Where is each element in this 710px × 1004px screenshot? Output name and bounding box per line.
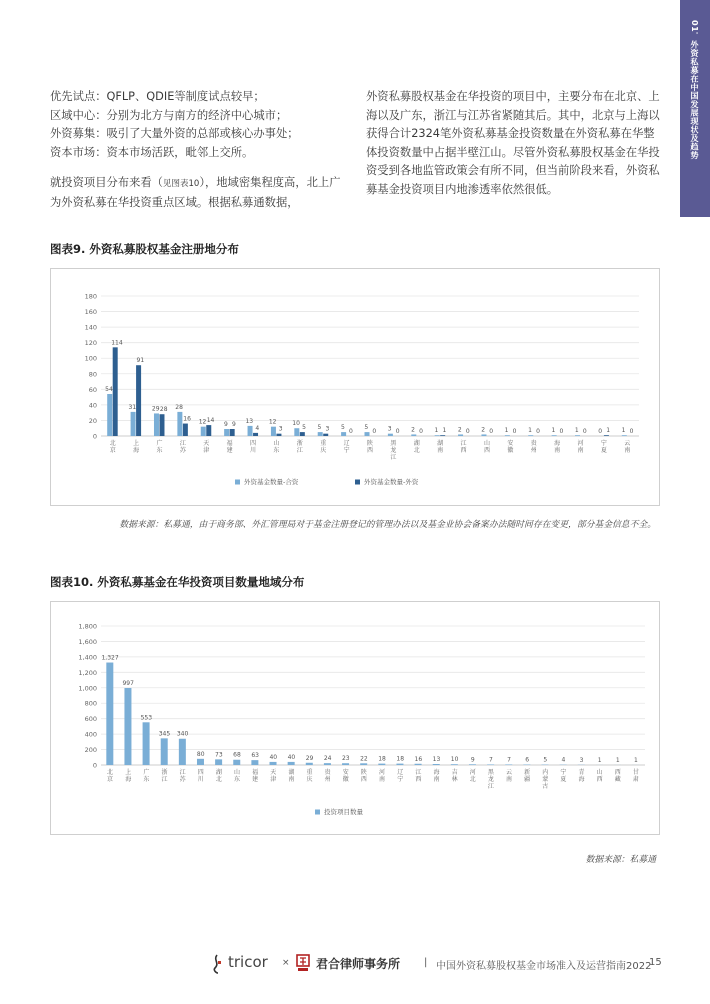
data-label: 3 <box>579 756 584 764</box>
data-label: 40 <box>287 753 296 761</box>
x-tick-label: 新疆 <box>524 769 531 783</box>
footer-separator: | <box>424 957 428 968</box>
data-label: 18 <box>378 755 386 763</box>
bar <box>276 434 281 436</box>
bar <box>487 764 494 765</box>
bullet-line: 外资募集：吸引了大量外资的总部或核心办事处； <box>50 127 299 140</box>
y-tick-label: 1,400 <box>78 653 97 662</box>
bar <box>143 722 150 765</box>
y-tick-label: 120 <box>84 339 97 348</box>
data-label: 0 <box>489 428 494 435</box>
x-tick-label: 北京 <box>107 769 114 783</box>
x-tick-label: 广东 <box>143 769 150 783</box>
bar <box>248 426 253 436</box>
bar <box>154 413 159 436</box>
x-tick-label: 江西 <box>460 440 467 454</box>
data-label: 345 <box>158 730 171 738</box>
data-label: 63 <box>251 752 259 760</box>
data-label: 0 <box>598 428 603 435</box>
bullet-line: 区域中心：分别为北方与南方的经济中心城市； <box>50 108 288 122</box>
x-tick-label: 西藏 <box>614 769 621 783</box>
data-label: 1 <box>434 427 439 435</box>
data-label: 0 <box>372 428 377 435</box>
data-label: 1 <box>551 427 556 435</box>
data-label: 16 <box>414 755 423 763</box>
bar <box>451 764 458 765</box>
bar <box>481 434 486 436</box>
right-column <box>366 88 662 199</box>
bar <box>505 764 512 765</box>
x-tick-label: 江苏 <box>179 769 186 783</box>
tricor-seal-icon <box>210 954 224 974</box>
y-tick-label: 40 <box>88 401 97 410</box>
chart-svg <box>51 269 659 505</box>
x-tick-label: 陕西 <box>366 440 374 454</box>
section-tab <box>680 0 710 217</box>
data-label: 73 <box>215 751 223 759</box>
bar <box>435 435 440 436</box>
data-label: 9 <box>231 421 236 428</box>
x-tick-label: 甘肃 <box>632 769 639 783</box>
bar <box>324 763 331 765</box>
data-label: 2 <box>457 426 462 434</box>
bar <box>288 762 295 765</box>
tricor-wordmark: tricor <box>228 953 268 971</box>
data-label: 0 <box>512 428 517 435</box>
data-label: 5 <box>340 424 345 432</box>
x-tick-label: 贵州 <box>324 769 331 783</box>
data-label: 3 <box>387 425 392 433</box>
bar <box>342 763 349 765</box>
data-label: 9 <box>223 421 228 428</box>
bar <box>622 435 627 436</box>
bar <box>300 432 305 436</box>
x-tick-label: 辽宁 <box>343 440 350 454</box>
figure9-title: 图表9. 外资私募股权基金注册地分布 <box>50 242 239 256</box>
data-label: 4 <box>255 424 260 432</box>
figure10-source-note: 数据来源：私募通 <box>585 855 656 865</box>
x-tick-label: 海南 <box>433 769 440 783</box>
bar <box>365 432 370 436</box>
data-label: 91 <box>136 357 145 365</box>
x-tick-label: 安徽 <box>342 769 349 783</box>
bar <box>604 435 609 436</box>
bar <box>270 762 277 765</box>
data-label: 5 <box>317 424 322 432</box>
data-label: 0 <box>582 428 587 435</box>
y-tick-label: 140 <box>84 323 97 332</box>
x-tick-label: 宁夏 <box>600 440 607 454</box>
bar <box>251 760 258 765</box>
data-label: 23 <box>341 755 350 763</box>
data-label: 7 <box>488 756 493 764</box>
y-tick-label: 160 <box>84 308 97 317</box>
y-tick-label: 0 <box>92 761 97 770</box>
bullet-line: 优先试点：QFLP、QDIE等制度试点较早； <box>50 90 265 103</box>
data-label: 2 <box>411 426 415 434</box>
x-tick-label: 陕西 <box>360 769 367 783</box>
y-tick-label: 20 <box>88 416 97 425</box>
data-label: 340 <box>176 730 189 738</box>
bar <box>575 435 580 436</box>
x-tick-label: 江西 <box>415 769 422 783</box>
bar <box>388 434 393 436</box>
bar <box>323 434 328 436</box>
data-label: 0 <box>419 428 423 435</box>
data-label: 68 <box>233 751 241 759</box>
legend-swatch <box>315 810 320 815</box>
bar <box>411 434 416 436</box>
bar <box>197 759 204 765</box>
y-tick-label: 180 <box>84 292 97 301</box>
page-footer <box>200 952 670 976</box>
bar <box>113 347 118 436</box>
bar <box>378 764 385 765</box>
figure9-source-note: 数据来源：私募通，由于商务部、外汇管理局对于基金注册登记的管理办法以及基金业协会备案办法随时间存在变更，部分基金信息不全。 <box>119 520 656 530</box>
x-tick-label: 青海 <box>578 769 585 783</box>
chart-svg <box>51 602 659 834</box>
data-label: 0 <box>559 428 564 435</box>
bar <box>505 435 510 436</box>
data-label: 28 <box>175 403 183 411</box>
x-tick-label: 贵州 <box>530 440 537 454</box>
bar <box>124 688 131 765</box>
data-label: 80 <box>196 750 205 758</box>
x-tick-label: 湖北 <box>413 440 420 454</box>
x-tick-label: 山东 <box>233 769 241 783</box>
footer-times: × <box>282 958 290 968</box>
data-label: 1 <box>442 427 447 435</box>
y-tick-label: 0 <box>92 432 97 441</box>
legend-label: 投资项目数量 <box>324 808 363 816</box>
x-tick-label: 宁夏 <box>560 769 567 783</box>
figure10-chart <box>50 601 660 835</box>
bar <box>177 412 182 436</box>
y-tick-label: 800 <box>84 699 97 708</box>
data-label: 0 <box>536 428 540 435</box>
data-label: 4 <box>561 756 566 764</box>
junhe-mark-icon <box>294 953 312 973</box>
data-label: 3 <box>325 425 330 433</box>
x-tick-label: 上海 <box>125 769 132 783</box>
data-label: 5 <box>364 424 369 432</box>
x-tick-label: 重庆 <box>306 769 313 783</box>
x-tick-label: 云南 <box>505 769 513 783</box>
x-tick-label: 上海 <box>133 440 140 454</box>
paragraph: 外资私募股权基金在华投资的项目中，主要分布在北京、上海以及广东，浙江与江苏省紧随其后。其中，北京与上海以获得合计2324笔外资私募基金投资数量在外资私募在华整体投资数量中占据半壁江山。尽管外资私募股权基金在华投资受到各地监管政策会有所不同，但当前阶段来看，外资私募基金投资项目内地渗透率依然很低。 <box>366 90 660 196</box>
bar <box>206 425 211 436</box>
bar <box>107 394 112 436</box>
bar <box>253 433 258 436</box>
bar <box>360 763 367 765</box>
bar <box>161 738 168 765</box>
x-tick-label: 河南 <box>379 769 386 783</box>
bar <box>458 434 463 436</box>
y-tick-label: 400 <box>84 730 97 739</box>
data-label: 6 <box>525 756 530 764</box>
paragraph: 就投资项目分布来看（见图表10），地域密集程度高，北上广为外资私募在华投资重点区域。根据私募通数据， <box>50 176 341 209</box>
data-label: 1 <box>606 427 611 435</box>
footer-doc-title: 中国外资私募股权基金市场准入及运营指南2022 <box>436 961 652 972</box>
x-tick-label: 湖南 <box>288 769 295 783</box>
x-tick-label: 浙江 <box>296 440 303 454</box>
figure9-chart <box>50 268 660 506</box>
data-label: 12 <box>198 418 207 426</box>
bar <box>106 663 113 765</box>
data-label: 1 <box>504 427 509 435</box>
y-tick-label: 100 <box>84 354 97 363</box>
y-tick-label: 200 <box>84 746 97 755</box>
x-tick-label: 天津 <box>203 440 210 454</box>
bar <box>469 764 476 765</box>
data-label: 0 <box>348 428 353 435</box>
data-label: 10 <box>292 420 300 428</box>
bar <box>306 763 313 765</box>
x-tick-label: 福建 <box>252 769 259 783</box>
y-tick-label: 1,600 <box>78 637 97 646</box>
junhe-wordmark: 君合律师事务所 <box>316 957 401 971</box>
data-label: 9 <box>470 756 475 764</box>
bar <box>136 365 141 436</box>
page-number: 15 <box>649 957 662 968</box>
x-tick-label: 内蒙古 <box>542 769 549 790</box>
bar <box>224 429 229 436</box>
bar <box>233 760 240 765</box>
bar <box>440 435 445 436</box>
bar <box>318 432 323 436</box>
x-tick-label: 湖南 <box>437 440 444 454</box>
x-tick-label: 黑龙江 <box>487 769 494 790</box>
y-tick-label: 1,000 <box>78 684 97 693</box>
bar <box>294 428 299 436</box>
bar <box>271 427 276 436</box>
legend-swatch <box>235 480 240 485</box>
data-label: 54 <box>105 386 113 393</box>
x-tick-label: 吉林 <box>451 769 458 783</box>
figure10-title: 图表10. 外资私募基金在华投资项目数量地域分布 <box>50 575 305 589</box>
figure-reference: 见图表10 <box>162 179 200 189</box>
x-tick-label: 辽宁 <box>397 769 404 783</box>
x-tick-label: 天津 <box>270 769 277 783</box>
x-tick-label: 河南 <box>577 440 584 454</box>
x-tick-label: 黑龙江 <box>390 440 397 461</box>
data-label: 0 <box>465 428 470 435</box>
left-column <box>50 88 350 212</box>
data-label: 29 <box>151 405 160 413</box>
bar <box>341 432 346 436</box>
data-label: 1 <box>574 427 579 435</box>
tricor-logo <box>210 954 224 977</box>
bar <box>131 412 136 436</box>
data-label: 1 <box>528 427 532 435</box>
x-tick-label: 北京 <box>109 440 116 454</box>
data-label: 0 <box>395 428 400 435</box>
x-tick-label: 浙江 <box>161 769 168 783</box>
bar <box>396 764 403 765</box>
bar <box>528 435 533 436</box>
x-tick-label: 湖北 <box>215 769 222 783</box>
data-label: 0 <box>629 428 634 435</box>
y-tick-label: 600 <box>84 715 97 724</box>
junhe-logo <box>294 953 312 976</box>
data-label: 24 <box>323 755 332 763</box>
data-label: 7 <box>507 756 511 764</box>
x-tick-label: 广东 <box>156 440 163 454</box>
bar <box>552 435 557 436</box>
x-tick-label: 山西 <box>596 769 603 783</box>
bar <box>230 429 235 436</box>
data-label: 10 <box>450 756 459 764</box>
x-tick-label: 四川 <box>197 769 204 783</box>
data-label: 2 <box>481 426 486 434</box>
bar <box>179 739 186 765</box>
data-label: 1 <box>621 427 626 435</box>
bar <box>433 764 440 765</box>
data-label: 1,327 <box>101 654 119 662</box>
data-label: 114 <box>111 339 123 347</box>
data-label: 12 <box>268 418 277 426</box>
x-tick-label: 安徽 <box>507 440 514 454</box>
x-tick-label: 海南 <box>554 440 561 454</box>
legend-swatch <box>355 480 360 485</box>
data-label: 28 <box>159 406 168 414</box>
y-tick-label: 60 <box>88 385 97 394</box>
data-label: 1 <box>634 756 638 764</box>
data-label: 997 <box>122 680 134 688</box>
bar <box>159 414 164 436</box>
data-label: 13 <box>245 417 254 425</box>
bullet-line: 资本市场：资本市场活跃，毗邻上交所。 <box>50 145 254 159</box>
x-tick-label: 四川 <box>250 440 257 454</box>
data-label: 13 <box>432 755 441 763</box>
data-label: 29 <box>305 754 314 762</box>
data-label: 31 <box>128 403 137 411</box>
section-tab-label: 01．外资私募在中国发展现状及趋势 <box>690 20 699 160</box>
x-tick-label: 重庆 <box>320 440 327 454</box>
x-tick-label: 河北 <box>469 769 476 783</box>
x-tick-label: 云南 <box>624 440 631 454</box>
bar <box>215 759 222 765</box>
data-label: 3 <box>278 425 283 433</box>
legend-label: 外资基金数量-外资 <box>364 478 419 486</box>
legend-label: 外资基金数量-合资 <box>244 478 299 486</box>
data-label: 5 <box>543 756 548 764</box>
y-tick-label: 80 <box>88 370 97 379</box>
y-tick-label: 1,800 <box>78 622 97 631</box>
y-tick-label: 1,200 <box>78 668 97 677</box>
data-label: 40 <box>269 753 278 761</box>
x-tick-label: 山西 <box>483 440 490 454</box>
data-label: 553 <box>140 714 153 722</box>
data-label: 14 <box>206 417 215 425</box>
bar <box>415 764 422 765</box>
x-tick-label: 山东 <box>273 440 280 454</box>
x-tick-label: 福建 <box>226 440 233 454</box>
data-label: 1 <box>597 756 602 764</box>
bar <box>183 424 188 436</box>
data-label: 18 <box>396 755 405 763</box>
data-label: 22 <box>360 755 368 763</box>
bar <box>201 427 206 436</box>
x-tick-label: 江苏 <box>179 440 186 454</box>
data-label: 5 <box>302 424 306 432</box>
data-label: 16 <box>183 415 191 423</box>
data-label: 1 <box>615 756 620 764</box>
